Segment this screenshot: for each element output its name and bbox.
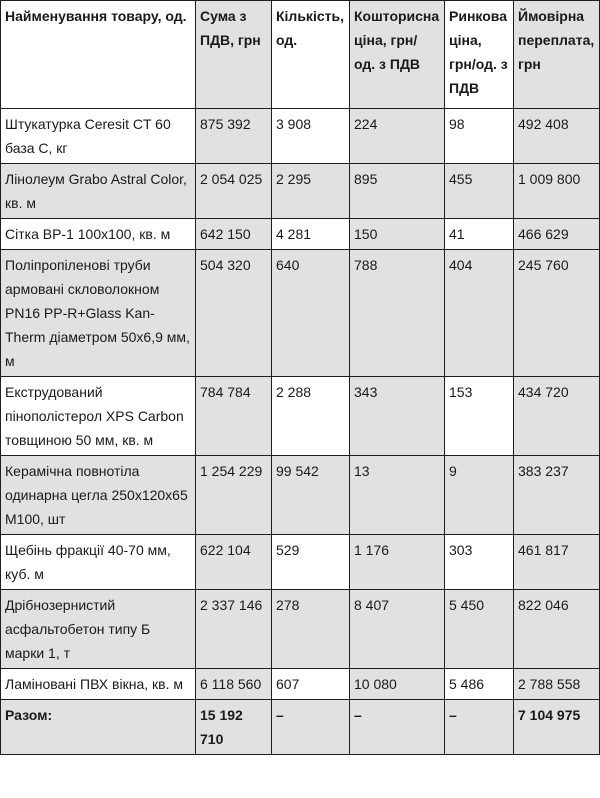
cell-quantity: 2 295 — [272, 164, 350, 219]
cell-overpayment: 434 720 — [514, 377, 600, 456]
cell-quantity: 3 908 — [272, 109, 350, 164]
cell-sum: 6 118 560 — [196, 669, 272, 700]
table-row — [1, 250, 600, 377]
header-cell-quantity: Кількість, од. — [272, 1, 350, 109]
cell-overpayment: 245 760 — [514, 250, 600, 377]
cell-product: Керамічна повнотіла одинарна цегла 250х120х65 М100, шт — [1, 456, 196, 535]
total-market-price: – — [445, 700, 514, 755]
cell-market-price: 9 — [445, 456, 514, 535]
total-overpayment: 7 104 975 — [514, 700, 600, 755]
cell-product: Екструдований пінополістерол XPS Carbon товщиною 50 мм, кв. м — [1, 377, 196, 456]
cell-estimate-price: 224 — [350, 109, 445, 164]
total-estimate-price: – — [350, 700, 445, 755]
header-cell-product: Найменування товару, од. — [1, 1, 196, 109]
cell-quantity: 607 — [272, 669, 350, 700]
header-cell-estimate-price: Кошторисна ціна, грн/ од. з ПДВ — [350, 1, 445, 109]
cell-sum: 2 054 025 — [196, 164, 272, 219]
cell-sum: 875 392 — [196, 109, 272, 164]
cell-estimate-price: 1 176 — [350, 535, 445, 590]
cell-market-price: 5 450 — [445, 590, 514, 669]
cell-product: Ламіновані ПВХ вікна, кв. м — [1, 669, 196, 700]
table-row — [1, 164, 600, 219]
cell-sum: 622 104 — [196, 535, 272, 590]
cell-sum: 1 254 229 — [196, 456, 272, 535]
table-row — [1, 669, 600, 700]
cell-product: Щебінь фракції 40-70 мм, куб. м — [1, 535, 196, 590]
cell-estimate-price: 150 — [350, 219, 445, 250]
table-total-row — [1, 700, 600, 755]
total-sum: 15 192 710 — [196, 700, 272, 755]
cell-overpayment: 383 237 — [514, 456, 600, 535]
cell-quantity: 4 281 — [272, 219, 350, 250]
cell-overpayment: 466 629 — [514, 219, 600, 250]
cell-quantity: 2 288 — [272, 377, 350, 456]
table-row — [1, 219, 600, 250]
table-row — [1, 109, 600, 164]
cell-overpayment: 1 009 800 — [514, 164, 600, 219]
cell-product: Поліпропіленові труби армовані скловолокном PN16 PP-R+Glass Kan-Therm діаметром 50х6,9 мм, м — [1, 250, 196, 377]
cell-overpayment: 2 788 558 — [514, 669, 600, 700]
header-cell-overpayment: Ймовірна переплата, грн — [514, 1, 600, 109]
cell-product: Штукатурка Ceresit CT 60 база С, кг — [1, 109, 196, 164]
cell-sum: 642 150 — [196, 219, 272, 250]
cell-market-price: 455 — [445, 164, 514, 219]
cell-market-price: 404 — [445, 250, 514, 377]
cell-sum: 504 320 — [196, 250, 272, 377]
cell-quantity: 529 — [272, 535, 350, 590]
cell-estimate-price: 343 — [350, 377, 445, 456]
cell-estimate-price: 895 — [350, 164, 445, 219]
cell-quantity: 640 — [272, 250, 350, 377]
table-row — [1, 456, 600, 535]
cell-market-price: 98 — [445, 109, 514, 164]
cell-estimate-price: 13 — [350, 456, 445, 535]
cell-quantity: 99 542 — [272, 456, 350, 535]
cell-market-price: 41 — [445, 219, 514, 250]
cell-sum: 2 337 146 — [196, 590, 272, 669]
table-row — [1, 377, 600, 456]
cell-market-price: 153 — [445, 377, 514, 456]
cell-sum: 784 784 — [196, 377, 272, 456]
table-header-row — [1, 1, 600, 109]
header-cell-sum: Сума з ПДВ, грн — [196, 1, 272, 109]
cell-estimate-price: 10 080 — [350, 669, 445, 700]
total-label: Разом: — [1, 700, 196, 755]
header-cell-market-price: Ринкова ціна, грн/од. з ПДВ — [445, 1, 514, 109]
cell-estimate-price: 8 407 — [350, 590, 445, 669]
table-row — [1, 590, 600, 669]
total-quantity: – — [272, 700, 350, 755]
cell-market-price: 303 — [445, 535, 514, 590]
cell-market-price: 5 486 — [445, 669, 514, 700]
table-row — [1, 535, 600, 590]
cell-product: Сітка ВР-1 100х100, кв. м — [1, 219, 196, 250]
cell-estimate-price: 788 — [350, 250, 445, 377]
cell-overpayment: 461 817 — [514, 535, 600, 590]
cell-overpayment: 492 408 — [514, 109, 600, 164]
cell-product: Лінолеум Grabo Astral Color, кв. м — [1, 164, 196, 219]
cell-overpayment: 822 046 — [514, 590, 600, 669]
cell-product: Дрібнозернистий асфальтобетон типу Б марки 1, т — [1, 590, 196, 669]
cell-quantity: 278 — [272, 590, 350, 669]
